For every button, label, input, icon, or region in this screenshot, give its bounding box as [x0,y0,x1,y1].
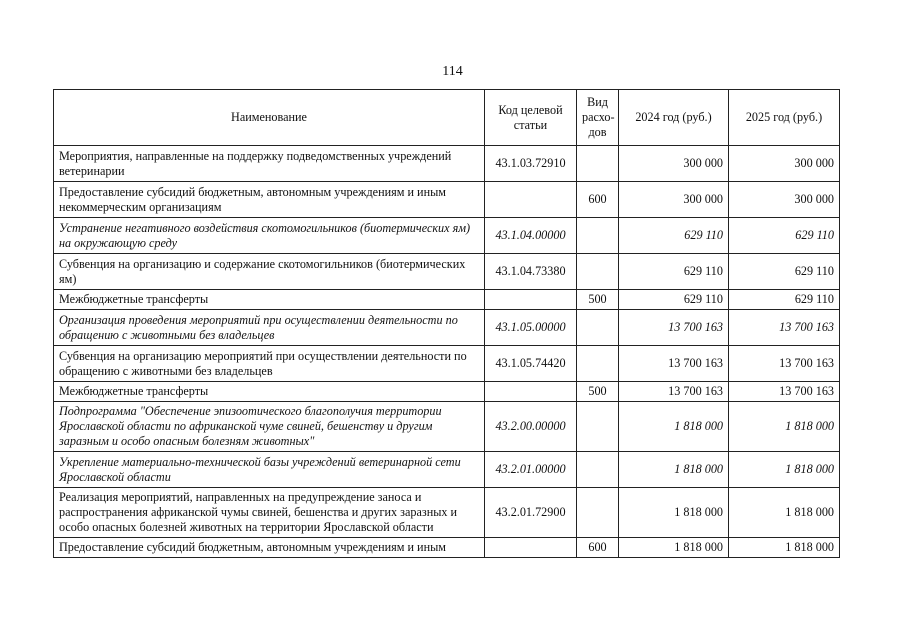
row-name: Межбюджетные трансферты [54,290,485,310]
row-2024: 300 000 [619,146,729,182]
page-number: 114 [442,64,463,79]
row-kind: 500 [577,382,619,402]
row-kind [577,346,619,382]
budget-table [53,89,840,558]
row-2024: 1 818 000 [619,488,729,538]
row-code: 43.1.05.00000 [485,310,577,346]
row-2024: 1 818 000 [619,402,729,452]
table-row [54,310,840,346]
row-2024: 13 700 163 [619,382,729,402]
header-name: Наименование [54,90,485,146]
row-name: Устранение негативного воздействия скотомогильников (биотермических ям) на окружающую среду [54,218,485,254]
row-name: Реализация мероприятий, направленных на предупреждение заноса и распространения африканской чумы свиней, бешенства и других заразных и особо опасных болезней животных на территории Ярославской области [54,488,485,538]
header-code: Код целевой статьи [485,90,577,146]
table-row [54,146,840,182]
row-code: 43.1.04.73380 [485,254,577,290]
row-2024: 13 700 163 [619,310,729,346]
table-row [54,402,840,452]
row-kind [577,218,619,254]
row-kind [577,310,619,346]
row-2025: 300 000 [729,146,840,182]
row-name: Межбюджетные трансферты [54,382,485,402]
row-2025: 13 700 163 [729,310,840,346]
row-name: Организация проведения мероприятий при осуществлении деятельности по обращению с животными без владельцев [54,310,485,346]
row-code: 43.1.03.72910 [485,146,577,182]
row-code: 43.1.04.00000 [485,218,577,254]
row-2025: 629 110 [729,218,840,254]
table-row [54,218,840,254]
row-name: Подпрограмма "Обеспечение эпизоотического благополучия территории Ярославской области по африканской чуме свиней, бешенству и другим заразным и особо опасным болезням животных" [54,402,485,452]
row-name: Субвенция на организацию мероприятий при осуществлении деятельности по обращению с животными без владельцев [54,346,485,382]
table-row [54,382,840,402]
table-row [54,488,840,538]
row-2024: 13 700 163 [619,346,729,382]
header-kind: Вид расхо-дов [577,90,619,146]
row-2025: 1 818 000 [729,488,840,538]
header-year-2025: 2025 год (руб.) [729,90,840,146]
row-kind: 600 [577,538,619,558]
table-row [54,538,840,558]
row-code [485,382,577,402]
table-row [54,182,840,218]
table-row [54,290,840,310]
row-2025: 300 000 [729,182,840,218]
row-2025: 13 700 163 [729,346,840,382]
row-name: Укрепление материально-технической базы учреждений ветеринарной сети Ярославской области [54,452,485,488]
row-2024: 629 110 [619,254,729,290]
row-name: Субвенция на организацию и содержание скотомогильников (биотермических ям) [54,254,485,290]
row-kind: 500 [577,290,619,310]
row-kind [577,402,619,452]
row-2025: 1 818 000 [729,538,840,558]
row-code [485,538,577,558]
row-name: Предоставление субсидий бюджетным, автономным учреждениям и иным некоммерческим организациям [54,182,485,218]
row-2025: 629 110 [729,254,840,290]
row-kind [577,452,619,488]
header-year-2024: 2024 год (руб.) [619,90,729,146]
row-2024: 300 000 [619,182,729,218]
row-kind: 600 [577,182,619,218]
row-code: 43.1.05.74420 [485,346,577,382]
row-kind [577,488,619,538]
row-kind [577,254,619,290]
row-name: Предоставление субсидий бюджетным, автономным учреждениям и иным [54,538,485,558]
row-2025: 629 110 [729,290,840,310]
table-row [54,346,840,382]
table-row [54,254,840,290]
table-header-row [54,90,840,146]
row-kind [577,146,619,182]
row-code [485,290,577,310]
row-2024: 1 818 000 [619,452,729,488]
row-2025: 13 700 163 [729,382,840,402]
row-2024: 629 110 [619,218,729,254]
row-code [485,182,577,218]
table-row [54,452,840,488]
row-2024: 629 110 [619,290,729,310]
row-2024: 1 818 000 [619,538,729,558]
row-code: 43.2.00.00000 [485,402,577,452]
row-2025: 1 818 000 [729,402,840,452]
row-name: Мероприятия, направленные на поддержку подведомственных учреждений ветеринарии [54,146,485,182]
row-2025: 1 818 000 [729,452,840,488]
row-code: 43.2.01.00000 [485,452,577,488]
row-code: 43.2.01.72900 [485,488,577,538]
